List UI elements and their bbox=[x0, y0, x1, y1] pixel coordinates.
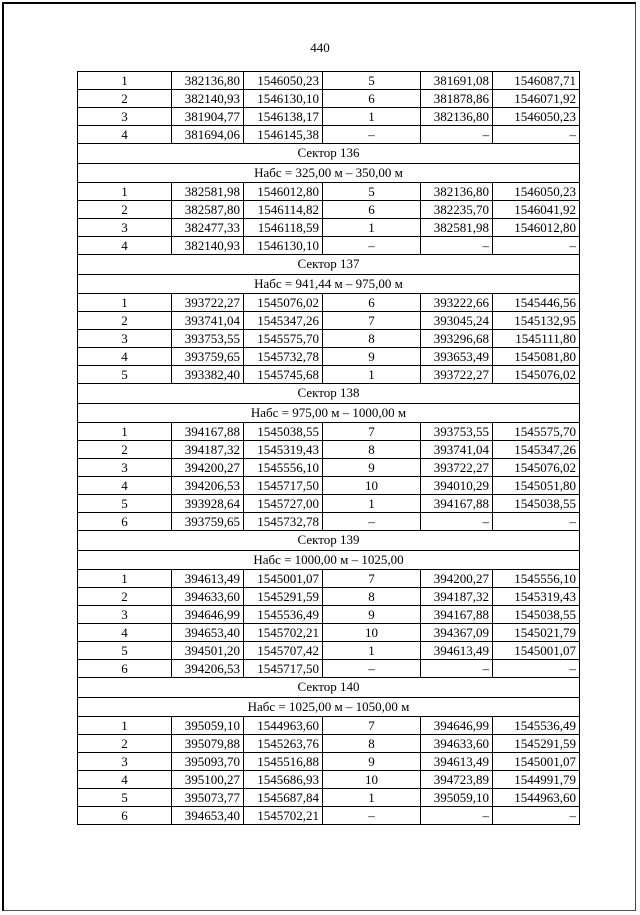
point-number-cell: 5 bbox=[78, 495, 172, 513]
point-number-cell: – bbox=[323, 237, 421, 255]
point-number-cell: 3 bbox=[78, 108, 172, 126]
table-row bbox=[78, 459, 580, 477]
y-coordinate-cell: 1545575,70 bbox=[493, 423, 580, 441]
x-coordinate-cell: 393722,27 bbox=[421, 459, 493, 477]
y-coordinate-cell: 1545021,79 bbox=[493, 624, 580, 642]
x-coordinate-cell: 381694,06 bbox=[172, 126, 244, 144]
x-coordinate-cell: 382136,80 bbox=[421, 108, 493, 126]
table-row bbox=[78, 807, 580, 825]
section-heading-row bbox=[78, 697, 580, 717]
x-coordinate-cell: 394167,88 bbox=[421, 606, 493, 624]
y-coordinate-cell: 1545076,02 bbox=[244, 294, 323, 312]
y-coordinate-cell: 1545319,43 bbox=[493, 588, 580, 606]
x-coordinate-cell: 394206,53 bbox=[172, 477, 244, 495]
point-number-cell: 9 bbox=[323, 753, 421, 771]
x-coordinate-cell: 393722,27 bbox=[172, 294, 244, 312]
point-number-cell: 2 bbox=[78, 735, 172, 753]
x-coordinate-cell: 394646,99 bbox=[172, 606, 244, 624]
x-coordinate-cell: 393653,49 bbox=[421, 348, 493, 366]
y-coordinate-cell: 1545319,43 bbox=[244, 441, 323, 459]
x-coordinate-cell: 395059,10 bbox=[421, 789, 493, 807]
coordinates-table bbox=[77, 71, 580, 825]
table-row bbox=[78, 126, 580, 144]
y-coordinate-cell: 1546012,80 bbox=[493, 219, 580, 237]
table-row bbox=[78, 90, 580, 108]
section-heading: Набс = 975,00 м – 1000,00 м bbox=[78, 403, 580, 423]
y-coordinate-cell: 1546050,23 bbox=[493, 108, 580, 126]
y-coordinate-cell: 1546130,10 bbox=[244, 237, 323, 255]
x-coordinate-cell: 394646,99 bbox=[421, 717, 493, 735]
section-heading-row bbox=[78, 255, 580, 275]
table-row bbox=[78, 717, 580, 735]
x-coordinate-cell: 393928,64 bbox=[172, 495, 244, 513]
point-number-cell: 6 bbox=[323, 90, 421, 108]
y-coordinate-cell: 1545702,21 bbox=[244, 807, 323, 825]
x-coordinate-cell: 395100,27 bbox=[172, 771, 244, 789]
y-coordinate-cell: 1546138,17 bbox=[244, 108, 323, 126]
table-row bbox=[78, 330, 580, 348]
point-number-cell: 8 bbox=[323, 735, 421, 753]
point-number-cell: 6 bbox=[78, 807, 172, 825]
point-number-cell: 7 bbox=[323, 717, 421, 735]
point-number-cell: 1 bbox=[323, 789, 421, 807]
point-number-cell: 2 bbox=[78, 441, 172, 459]
y-coordinate-cell: 1545347,26 bbox=[244, 312, 323, 330]
y-coordinate-cell: 1545732,78 bbox=[244, 513, 323, 531]
y-coordinate-cell: – bbox=[493, 807, 580, 825]
point-number-cell: 8 bbox=[323, 441, 421, 459]
y-coordinate-cell: 1546050,23 bbox=[493, 183, 580, 201]
y-coordinate-cell: 1545291,59 bbox=[244, 588, 323, 606]
section-heading: Набс = 1025,00 м – 1050,00 м bbox=[78, 697, 580, 717]
point-number-cell: 5 bbox=[78, 642, 172, 660]
section-heading-row bbox=[78, 384, 580, 404]
y-coordinate-cell: 1545111,80 bbox=[493, 330, 580, 348]
section-heading-row bbox=[78, 163, 580, 183]
y-coordinate-cell: 1545717,50 bbox=[244, 660, 323, 678]
x-coordinate-cell: 393741,04 bbox=[421, 441, 493, 459]
point-number-cell: 1 bbox=[323, 108, 421, 126]
point-number-cell: 4 bbox=[78, 126, 172, 144]
section-heading: Набс = 941,44 м – 975,00 м bbox=[78, 274, 580, 294]
y-coordinate-cell: 1545536,49 bbox=[493, 717, 580, 735]
point-number-cell: – bbox=[323, 660, 421, 678]
y-coordinate-cell: 1545536,49 bbox=[244, 606, 323, 624]
point-number-cell: – bbox=[323, 513, 421, 531]
x-coordinate-cell: 393382,40 bbox=[172, 366, 244, 384]
x-coordinate-cell: 382136,80 bbox=[172, 72, 244, 90]
table-row bbox=[78, 366, 580, 384]
table-row bbox=[78, 570, 580, 588]
y-coordinate-cell: 1546050,23 bbox=[244, 72, 323, 90]
x-coordinate-cell: 382587,80 bbox=[172, 201, 244, 219]
point-number-cell: 5 bbox=[323, 72, 421, 90]
x-coordinate-cell: 395073,77 bbox=[172, 789, 244, 807]
x-coordinate-cell: 394613,49 bbox=[421, 753, 493, 771]
point-number-cell: 2 bbox=[78, 588, 172, 606]
y-coordinate-cell: 1544991,79 bbox=[493, 771, 580, 789]
section-heading-row bbox=[78, 144, 580, 164]
y-coordinate-cell: – bbox=[493, 660, 580, 678]
y-coordinate-cell: 1545263,76 bbox=[244, 735, 323, 753]
point-number-cell: 6 bbox=[78, 513, 172, 531]
y-coordinate-cell: 1545076,02 bbox=[493, 459, 580, 477]
point-number-cell: 1 bbox=[323, 219, 421, 237]
table-row bbox=[78, 423, 580, 441]
x-coordinate-cell: 394501,20 bbox=[172, 642, 244, 660]
x-coordinate-cell: 382581,98 bbox=[172, 183, 244, 201]
point-number-cell: 8 bbox=[323, 330, 421, 348]
y-coordinate-cell: – bbox=[493, 237, 580, 255]
section-heading: Сектор 138 bbox=[78, 384, 580, 404]
y-coordinate-cell: 1545446,56 bbox=[493, 294, 580, 312]
table-row bbox=[78, 219, 580, 237]
point-number-cell: 5 bbox=[323, 183, 421, 201]
y-coordinate-cell: 1545575,70 bbox=[244, 330, 323, 348]
y-coordinate-cell: 1545038,55 bbox=[493, 495, 580, 513]
table-row bbox=[78, 201, 580, 219]
x-coordinate-cell: 395079,88 bbox=[172, 735, 244, 753]
x-coordinate-cell: – bbox=[421, 237, 493, 255]
point-number-cell: 10 bbox=[323, 771, 421, 789]
y-coordinate-cell: 1545051,80 bbox=[493, 477, 580, 495]
y-coordinate-cell: 1545001,07 bbox=[244, 570, 323, 588]
y-coordinate-cell: 1545556,10 bbox=[244, 459, 323, 477]
y-coordinate-cell: 1545745,68 bbox=[244, 366, 323, 384]
x-coordinate-cell: 394653,40 bbox=[172, 624, 244, 642]
section-heading: Набс = 1000,00 м – 1025,00 bbox=[78, 550, 580, 570]
x-coordinate-cell: 381904,77 bbox=[172, 108, 244, 126]
x-coordinate-cell: 394613,49 bbox=[421, 642, 493, 660]
point-number-cell: 1 bbox=[78, 183, 172, 201]
point-number-cell: 4 bbox=[78, 624, 172, 642]
point-number-cell: 3 bbox=[78, 459, 172, 477]
table-row bbox=[78, 789, 580, 807]
point-number-cell: 3 bbox=[78, 753, 172, 771]
y-coordinate-cell: 1545717,50 bbox=[244, 477, 323, 495]
table-row bbox=[78, 513, 580, 531]
x-coordinate-cell: 393753,55 bbox=[172, 330, 244, 348]
y-coordinate-cell: 1546114,82 bbox=[244, 201, 323, 219]
x-coordinate-cell: 394200,27 bbox=[172, 459, 244, 477]
x-coordinate-cell: – bbox=[421, 513, 493, 531]
table-row bbox=[78, 237, 580, 255]
y-coordinate-cell: 1545132,95 bbox=[493, 312, 580, 330]
x-coordinate-cell: 394187,32 bbox=[421, 588, 493, 606]
point-number-cell: 2 bbox=[78, 201, 172, 219]
table-row bbox=[78, 771, 580, 789]
y-coordinate-cell: 1546118,59 bbox=[244, 219, 323, 237]
point-number-cell: 1 bbox=[323, 642, 421, 660]
point-number-cell: 8 bbox=[323, 588, 421, 606]
table-row bbox=[78, 294, 580, 312]
point-number-cell: 4 bbox=[78, 237, 172, 255]
point-number-cell: 7 bbox=[323, 312, 421, 330]
x-coordinate-cell: – bbox=[421, 660, 493, 678]
page-number: 440 bbox=[310, 40, 330, 55]
y-coordinate-cell: 1545732,78 bbox=[244, 348, 323, 366]
section-heading-row bbox=[78, 531, 580, 551]
section-heading: Сектор 139 bbox=[78, 531, 580, 551]
point-number-cell: 3 bbox=[78, 219, 172, 237]
table-row bbox=[78, 108, 580, 126]
x-coordinate-cell: 381878,86 bbox=[421, 90, 493, 108]
section-heading-row bbox=[78, 678, 580, 698]
point-number-cell: 1 bbox=[323, 366, 421, 384]
point-number-cell: 2 bbox=[78, 90, 172, 108]
x-coordinate-cell: 393741,04 bbox=[172, 312, 244, 330]
x-coordinate-cell: 394723,89 bbox=[421, 771, 493, 789]
y-coordinate-cell: 1545347,26 bbox=[493, 441, 580, 459]
y-coordinate-cell: 1544963,60 bbox=[493, 789, 580, 807]
table-row bbox=[78, 588, 580, 606]
section-heading: Сектор 136 bbox=[78, 144, 580, 164]
point-number-cell: 1 bbox=[78, 72, 172, 90]
point-number-cell: 3 bbox=[78, 330, 172, 348]
x-coordinate-cell: 394367,09 bbox=[421, 624, 493, 642]
point-number-cell: 4 bbox=[78, 477, 172, 495]
point-number-cell: 4 bbox=[78, 348, 172, 366]
x-coordinate-cell: 394653,40 bbox=[172, 807, 244, 825]
point-number-cell: 3 bbox=[78, 606, 172, 624]
x-coordinate-cell: 394187,32 bbox=[172, 441, 244, 459]
x-coordinate-cell: 382581,98 bbox=[421, 219, 493, 237]
x-coordinate-cell: 395093,70 bbox=[172, 753, 244, 771]
y-coordinate-cell: 1545707,42 bbox=[244, 642, 323, 660]
x-coordinate-cell: 394613,49 bbox=[172, 570, 244, 588]
point-number-cell: – bbox=[323, 807, 421, 825]
x-coordinate-cell: 382140,93 bbox=[172, 237, 244, 255]
x-coordinate-cell: 381691,08 bbox=[421, 72, 493, 90]
point-number-cell: 10 bbox=[323, 624, 421, 642]
table-row bbox=[78, 624, 580, 642]
x-coordinate-cell: 394633,60 bbox=[421, 735, 493, 753]
y-coordinate-cell: 1545291,59 bbox=[493, 735, 580, 753]
x-coordinate-cell: 382235,70 bbox=[421, 201, 493, 219]
point-number-cell: 6 bbox=[323, 294, 421, 312]
y-coordinate-cell: – bbox=[493, 513, 580, 531]
point-number-cell: 2 bbox=[78, 312, 172, 330]
point-number-cell: 6 bbox=[78, 660, 172, 678]
section-heading: Сектор 140 bbox=[78, 678, 580, 698]
x-coordinate-cell: 394167,88 bbox=[421, 495, 493, 513]
y-coordinate-cell: 1546012,80 bbox=[244, 183, 323, 201]
y-coordinate-cell: 1545001,07 bbox=[493, 642, 580, 660]
y-coordinate-cell: 1546087,71 bbox=[493, 72, 580, 90]
table-row bbox=[78, 660, 580, 678]
y-coordinate-cell: 1545687,84 bbox=[244, 789, 323, 807]
y-coordinate-cell: 1545727,00 bbox=[244, 495, 323, 513]
y-coordinate-cell: 1545076,02 bbox=[493, 366, 580, 384]
x-coordinate-cell: 393045,24 bbox=[421, 312, 493, 330]
table-row bbox=[78, 753, 580, 771]
y-coordinate-cell: 1545516,88 bbox=[244, 753, 323, 771]
x-coordinate-cell: – bbox=[421, 807, 493, 825]
y-coordinate-cell: 1545702,21 bbox=[244, 624, 323, 642]
table-row bbox=[78, 606, 580, 624]
x-coordinate-cell: 394633,60 bbox=[172, 588, 244, 606]
x-coordinate-cell: 393759,65 bbox=[172, 348, 244, 366]
table-row bbox=[78, 72, 580, 90]
y-coordinate-cell: 1545686,93 bbox=[244, 771, 323, 789]
point-number-cell: 1 bbox=[78, 423, 172, 441]
point-number-cell: 1 bbox=[78, 717, 172, 735]
point-number-cell: 4 bbox=[78, 771, 172, 789]
point-number-cell: 9 bbox=[323, 459, 421, 477]
point-number-cell: 5 bbox=[78, 366, 172, 384]
y-coordinate-cell: – bbox=[493, 126, 580, 144]
x-coordinate-cell: 393222,66 bbox=[421, 294, 493, 312]
y-coordinate-cell: 1545081,80 bbox=[493, 348, 580, 366]
table-row bbox=[78, 495, 580, 513]
x-coordinate-cell: 382136,80 bbox=[421, 183, 493, 201]
y-coordinate-cell: 1546041,92 bbox=[493, 201, 580, 219]
x-coordinate-cell: – bbox=[421, 126, 493, 144]
y-coordinate-cell: 1546071,92 bbox=[493, 90, 580, 108]
x-coordinate-cell: 393296,68 bbox=[421, 330, 493, 348]
section-heading-row bbox=[78, 550, 580, 570]
x-coordinate-cell: 395059,10 bbox=[172, 717, 244, 735]
y-coordinate-cell: 1545038,55 bbox=[493, 606, 580, 624]
point-number-cell: 1 bbox=[323, 495, 421, 513]
table-row bbox=[78, 441, 580, 459]
point-number-cell: – bbox=[323, 126, 421, 144]
x-coordinate-cell: 394206,53 bbox=[172, 660, 244, 678]
table-row bbox=[78, 477, 580, 495]
point-number-cell: 1 bbox=[78, 294, 172, 312]
x-coordinate-cell: 394167,88 bbox=[172, 423, 244, 441]
y-coordinate-cell: 1545001,07 bbox=[493, 753, 580, 771]
y-coordinate-cell: 1546130,10 bbox=[244, 90, 323, 108]
x-coordinate-cell: 394010,29 bbox=[421, 477, 493, 495]
point-number-cell: 9 bbox=[323, 348, 421, 366]
y-coordinate-cell: 1544963,60 bbox=[244, 717, 323, 735]
x-coordinate-cell: 393722,27 bbox=[421, 366, 493, 384]
table-row bbox=[78, 642, 580, 660]
x-coordinate-cell: 382140,93 bbox=[172, 90, 244, 108]
x-coordinate-cell: 393753,55 bbox=[421, 423, 493, 441]
point-number-cell: 6 bbox=[323, 201, 421, 219]
table-row bbox=[78, 312, 580, 330]
table-row bbox=[78, 735, 580, 753]
section-heading: Сектор 137 bbox=[78, 255, 580, 275]
point-number-cell: 7 bbox=[323, 423, 421, 441]
table-row bbox=[78, 348, 580, 366]
section-heading: Набс = 325,00 м – 350,00 м bbox=[78, 163, 580, 183]
y-coordinate-cell: 1545038,55 bbox=[244, 423, 323, 441]
point-number-cell: 7 bbox=[323, 570, 421, 588]
point-number-cell: 5 bbox=[78, 789, 172, 807]
point-number-cell: 9 bbox=[323, 606, 421, 624]
x-coordinate-cell: 382477,33 bbox=[172, 219, 244, 237]
section-heading-row bbox=[78, 274, 580, 294]
point-number-cell: 1 bbox=[78, 570, 172, 588]
x-coordinate-cell: 393759,65 bbox=[172, 513, 244, 531]
x-coordinate-cell: 394200,27 bbox=[421, 570, 493, 588]
section-heading-row bbox=[78, 403, 580, 423]
point-number-cell: 10 bbox=[323, 477, 421, 495]
table-row bbox=[78, 183, 580, 201]
y-coordinate-cell: 1545556,10 bbox=[493, 570, 580, 588]
y-coordinate-cell: 1546145,38 bbox=[244, 126, 323, 144]
